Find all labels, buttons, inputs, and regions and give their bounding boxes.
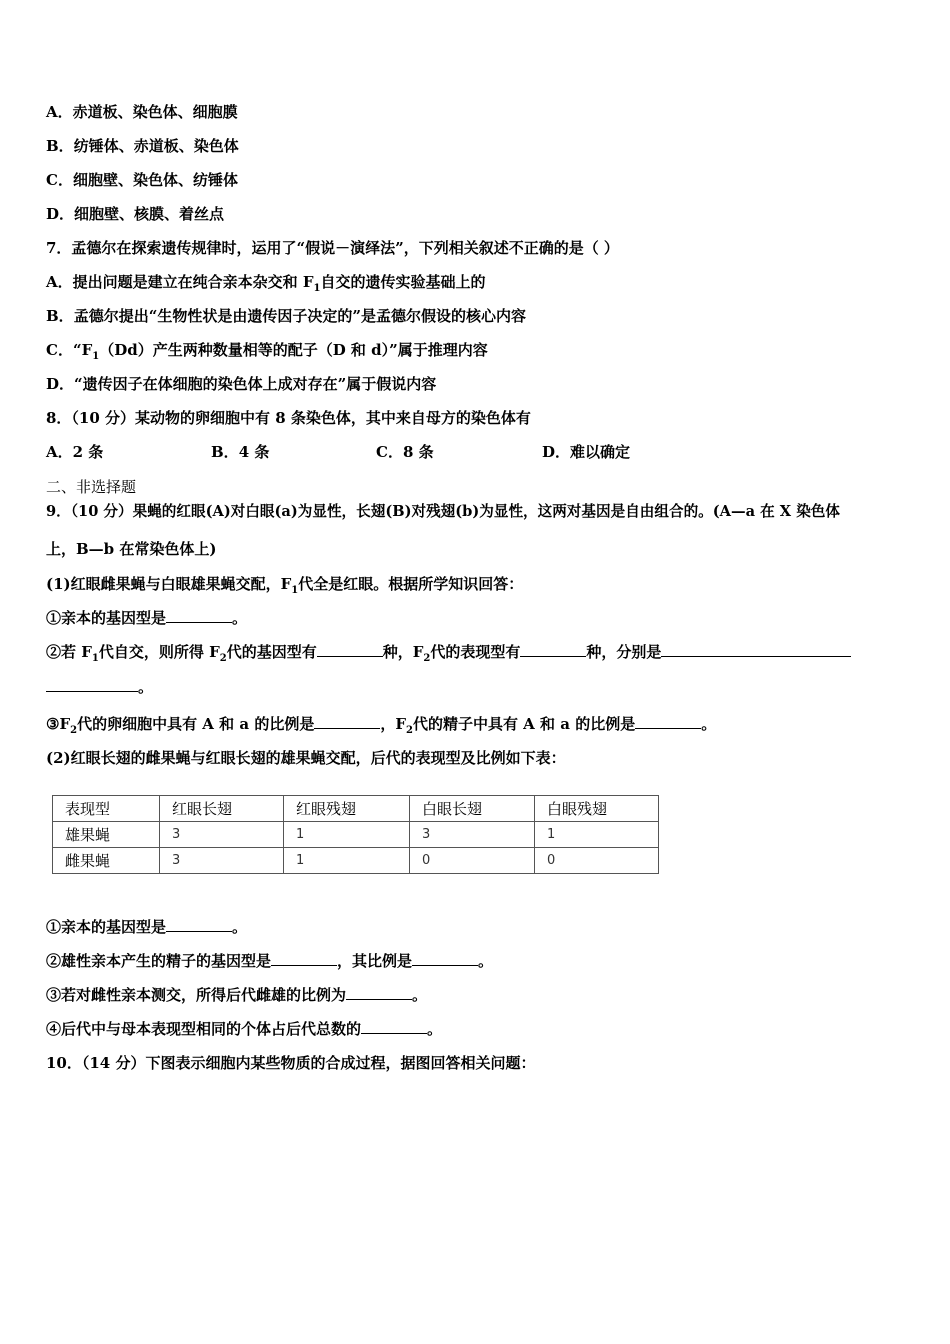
option-label: A． bbox=[46, 103, 73, 121]
option-text: 提出问题是建立在纯合亲本杂交和 F bbox=[72, 273, 314, 291]
option-text: 纺锤体、赤道板、染色体 bbox=[73, 137, 239, 155]
option-text: 赤道板、染色体、细胞膜 bbox=[72, 103, 238, 121]
text-run: 种，分别是 bbox=[586, 643, 662, 661]
text-run: (1)红眼雌果蝇与白眼雄果蝇交配，F bbox=[46, 575, 292, 593]
option-text: “F bbox=[72, 341, 93, 359]
text-run: ，F bbox=[380, 715, 406, 733]
table-header-cell: 表现型 bbox=[53, 796, 160, 822]
text-run: 。 bbox=[427, 1020, 443, 1038]
text-run: ③F bbox=[46, 715, 71, 733]
option-label: D． bbox=[46, 205, 75, 223]
answer-blank[interactable] bbox=[520, 642, 586, 657]
q7-option-d bbox=[46, 374, 436, 394]
option-text: 自交的遗传实验基础上的 bbox=[320, 273, 486, 291]
subscript: 2 bbox=[405, 725, 413, 736]
table-row bbox=[53, 822, 659, 848]
subscript: 2 bbox=[70, 725, 78, 736]
q9-part2-q4 bbox=[46, 1019, 442, 1039]
text-run: ①亲本的基因型是 bbox=[46, 609, 167, 627]
text-run: ④后代中与母本表现型相同的个体占后代总数的 bbox=[46, 1020, 362, 1038]
text-run: ③若对雌性亲本测交，所得后代雌雄的比例为 bbox=[46, 986, 347, 1004]
q9-part2-intro: (2)红眼长翅的雌果蝇与红眼长翅的雄果蝇交配，后代的表现型及比例如下表： bbox=[46, 749, 566, 767]
option-label: C． bbox=[46, 341, 73, 359]
table-cell: 1 bbox=[284, 848, 410, 874]
table-cell: 0 bbox=[535, 848, 659, 874]
table-cell: 1 bbox=[284, 822, 410, 848]
q6-option-c bbox=[46, 170, 238, 190]
table-header-row bbox=[53, 796, 659, 822]
option-text: “遗传因子在体细胞的染色体上成对存在”属于假说内容 bbox=[74, 375, 437, 393]
table-row bbox=[53, 848, 659, 874]
q9-part1-q2-cont bbox=[46, 677, 153, 697]
subscript: 1 bbox=[313, 283, 321, 294]
text-run: 种，F bbox=[382, 643, 424, 661]
subscript: 1 bbox=[92, 351, 100, 362]
q8-option-a bbox=[46, 442, 103, 462]
subscript: 2 bbox=[423, 653, 431, 664]
option-text: （Dd）产生两种数量相等的配子（D 和 d）”属于推理内容 bbox=[99, 341, 488, 359]
option-label: B． bbox=[46, 137, 74, 155]
q9-part1-q1 bbox=[46, 608, 247, 628]
q9-part2-q1 bbox=[46, 917, 247, 937]
q9-stem-line2: 上，B—b 在常染色体上) bbox=[46, 540, 217, 558]
table-cell: 0 bbox=[410, 848, 535, 874]
q9-part2-q3 bbox=[46, 985, 427, 1005]
q8-stem: 8．（10 分）某动物的卵细胞中有 8 条染色体，其中来自母方的染色体有 bbox=[46, 409, 531, 427]
option-text: 4 条 bbox=[238, 443, 270, 461]
option-label: C． bbox=[46, 171, 73, 189]
option-label: D． bbox=[46, 375, 75, 393]
table-cell: 雌果蝇 bbox=[53, 848, 160, 874]
option-text: 孟德尔提出“生物性状是由遗传因子决定的”是孟德尔假设的核心内容 bbox=[73, 307, 526, 325]
text-run: 。 bbox=[232, 918, 248, 936]
option-label: B． bbox=[46, 307, 74, 325]
option-label: A． bbox=[46, 443, 73, 461]
answer-blank[interactable] bbox=[661, 642, 851, 657]
q8-option-d bbox=[542, 442, 630, 462]
text-run: 。 bbox=[138, 678, 154, 696]
text-run: 代的基因型有 bbox=[226, 643, 317, 661]
q8-option-b bbox=[211, 442, 269, 462]
text-run: ②雄性亲本产生的精子的基因型是 bbox=[46, 952, 272, 970]
section-heading: 二、非选择题 bbox=[46, 478, 137, 496]
q9-part1-q2 bbox=[46, 642, 906, 662]
text-run: 代的卵细胞中具有 A 和 a 的比例是 bbox=[77, 715, 315, 733]
table-header-cell: 红眼残翅 bbox=[284, 796, 410, 822]
q9-part2-q2 bbox=[46, 951, 493, 971]
text-run: 代的表现型有 bbox=[430, 643, 521, 661]
option-label: A． bbox=[46, 273, 73, 291]
text-run: 代的精子中具有 A 和 a 的比例是 bbox=[412, 715, 636, 733]
q9-stem-line1: 9．（10 分）果蝇的红眼(A)对白眼(a)为显性，长翅(B)对残翅(b)为显性，这两对基因是自由组合的。(A—a 在 X 染色体 bbox=[46, 503, 840, 520]
answer-blank[interactable] bbox=[271, 951, 337, 966]
answer-blank[interactable] bbox=[346, 985, 412, 1000]
q9-part1-intro bbox=[46, 574, 523, 594]
answer-blank[interactable] bbox=[166, 608, 232, 623]
subscript: 1 bbox=[291, 585, 299, 596]
phenotype-table bbox=[52, 795, 659, 874]
table-cell: 1 bbox=[535, 822, 659, 848]
answer-blank[interactable] bbox=[314, 714, 380, 729]
text-run: 。 bbox=[412, 986, 428, 1004]
answer-blank[interactable] bbox=[635, 714, 701, 729]
text-run: 代自交，则所得 F bbox=[98, 643, 220, 661]
option-text: 难以确定 bbox=[570, 443, 631, 461]
option-label: C． bbox=[376, 443, 403, 461]
q7-option-b bbox=[46, 306, 526, 326]
q8-option-c bbox=[376, 442, 434, 462]
table-cell: 3 bbox=[160, 848, 284, 874]
subscript: 2 bbox=[219, 653, 227, 664]
table-header-cell: 红眼长翅 bbox=[160, 796, 284, 822]
answer-blank[interactable] bbox=[317, 642, 383, 657]
table-header-cell: 白眼残翅 bbox=[535, 796, 659, 822]
subscript: 1 bbox=[91, 653, 99, 664]
q6-option-a bbox=[46, 102, 238, 122]
q7-stem: 7．孟德尔在探索遗传规律时，运用了“假说－演绎法”，下列相关叙述不正确的是（ ） bbox=[46, 239, 619, 257]
q10-stem: 10．（14 分）下图表示细胞内某些物质的合成过程，据图回答相关问题： bbox=[46, 1054, 536, 1072]
answer-blank[interactable] bbox=[412, 951, 478, 966]
table-cell: 3 bbox=[160, 822, 284, 848]
text-run: 。 bbox=[478, 952, 494, 970]
table-header-cell: 白眼长翅 bbox=[410, 796, 535, 822]
text-run: ①亲本的基因型是 bbox=[46, 918, 167, 936]
text-run: 。 bbox=[701, 715, 717, 733]
text-run: ，其比例是 bbox=[337, 952, 413, 970]
text-run: 代全是红眼。根据所学知识回答： bbox=[298, 575, 524, 593]
q6-option-b bbox=[46, 136, 239, 156]
answer-blank[interactable] bbox=[46, 677, 138, 692]
option-label: D． bbox=[542, 443, 571, 461]
text-run: 。 bbox=[232, 609, 248, 627]
option-label: B． bbox=[211, 443, 239, 461]
text-run: ②若 F bbox=[46, 643, 92, 661]
table-cell: 雄果蝇 bbox=[53, 822, 160, 848]
option-text: 2 条 bbox=[72, 443, 104, 461]
option-text: 细胞壁、染色体、纺锤体 bbox=[72, 171, 238, 189]
table-cell: 3 bbox=[410, 822, 535, 848]
q7-option-c bbox=[46, 340, 488, 360]
answer-blank[interactable] bbox=[361, 1019, 427, 1034]
option-text: 细胞壁、核膜、着丝点 bbox=[74, 205, 225, 223]
answer-blank[interactable] bbox=[166, 917, 232, 932]
q9-part1-q3 bbox=[46, 714, 716, 734]
option-text: 8 条 bbox=[402, 443, 434, 461]
q6-option-d bbox=[46, 204, 224, 224]
q7-option-a bbox=[46, 272, 486, 292]
